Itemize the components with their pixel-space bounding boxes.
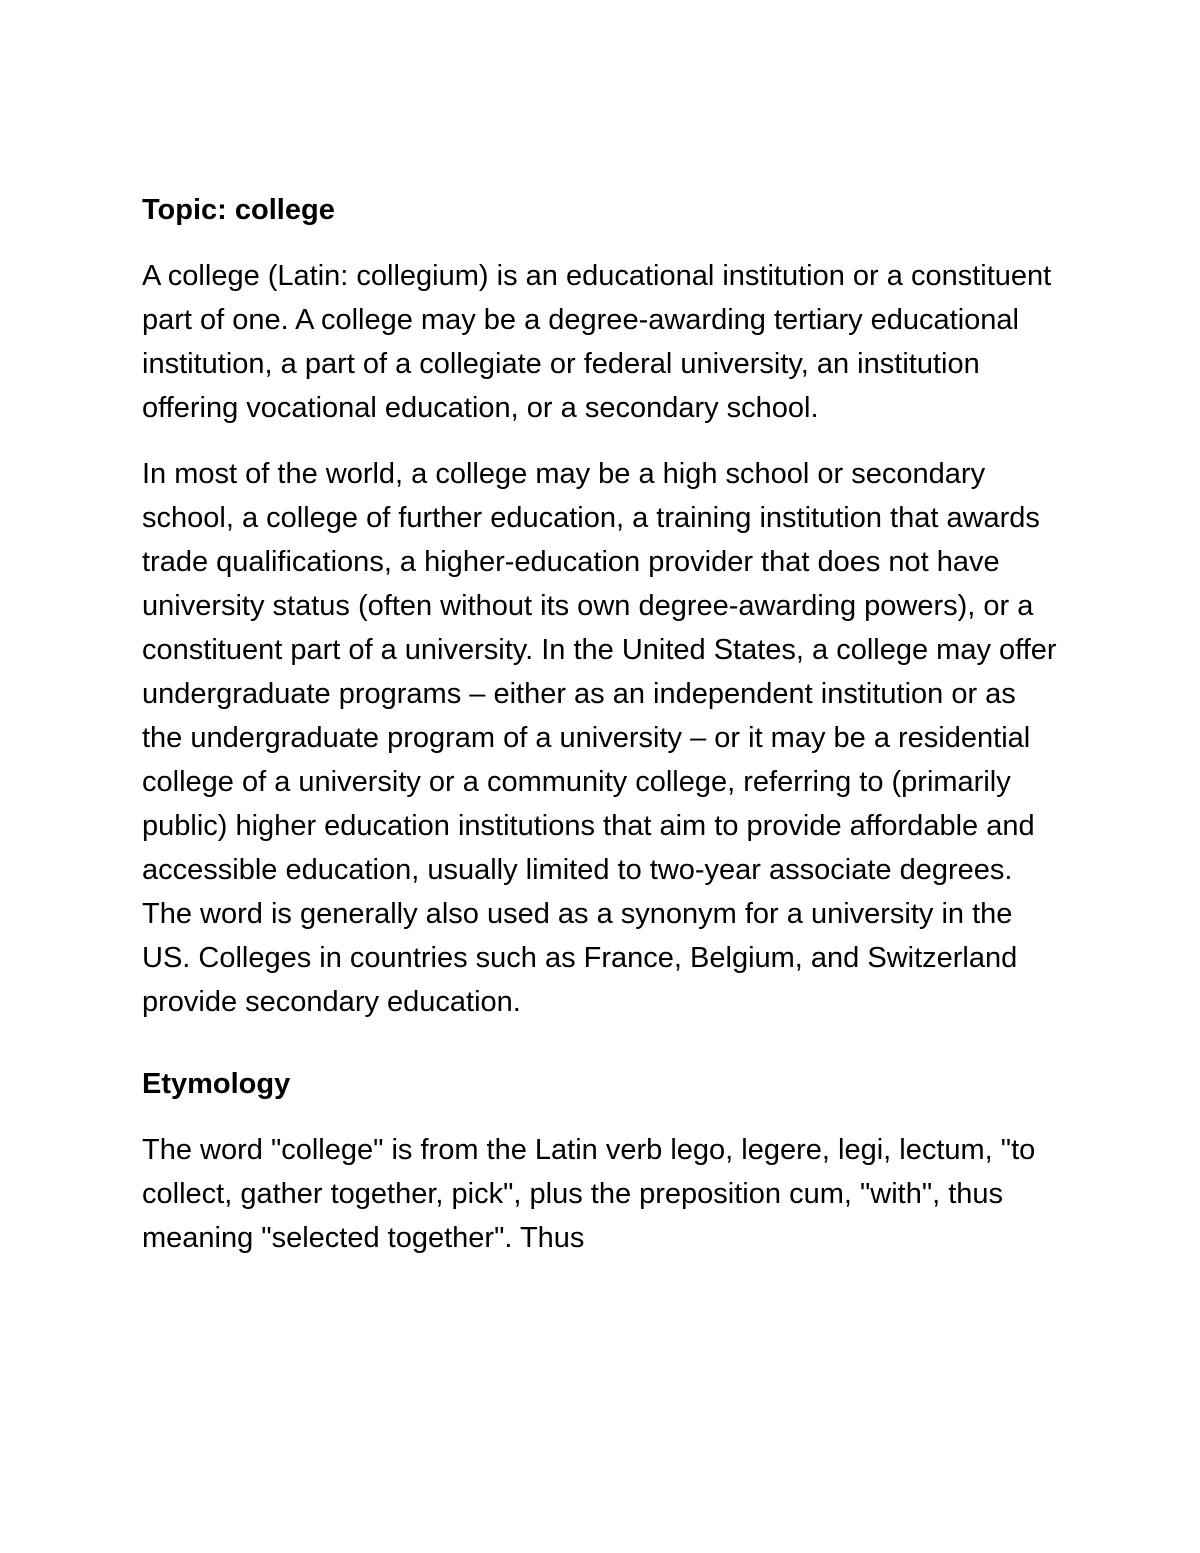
paragraph: The word "college" is from the Latin verb lego, legere, legi, lectum, "to collect, gather together, pick", plus the preposition cum, "with", thus meaning "selected together". Thus [142,1134,1036,1254]
paragraph: A college (Latin: collegium) is an educational institution or a constituent part of one. A college may be a degree-awarding tertiary educational institution, a part of a collegiate or federal university, an institution offering vocational education, or a secondary school. [142,260,1052,424]
document-body [142,188,1057,1282]
paragraph: In most of the world, a college may be a high school or secondary school, a college of further education, a training institution that awards trade qualifications, a higher-education provider that does not have university status (often without its own degree-awarding powers), or a constituent part of a university. In the United States, a college may offer undergraduate programs – either as an independent institution or as the undergraduate program of a university – or it may be a residential college of a university or a community college, referring to (primarily public) higher education institutions that aim to provide affordable and accessible education, usually limited to two-year associate degrees. The word is generally also used as a synonym for a university in the US. Colleges in countries such as France, Belgium, and Switzerland provide secondary education. [142,458,1057,1018]
section-heading: Etymology [142,1068,291,1100]
page-title: Topic: college [142,194,335,226]
